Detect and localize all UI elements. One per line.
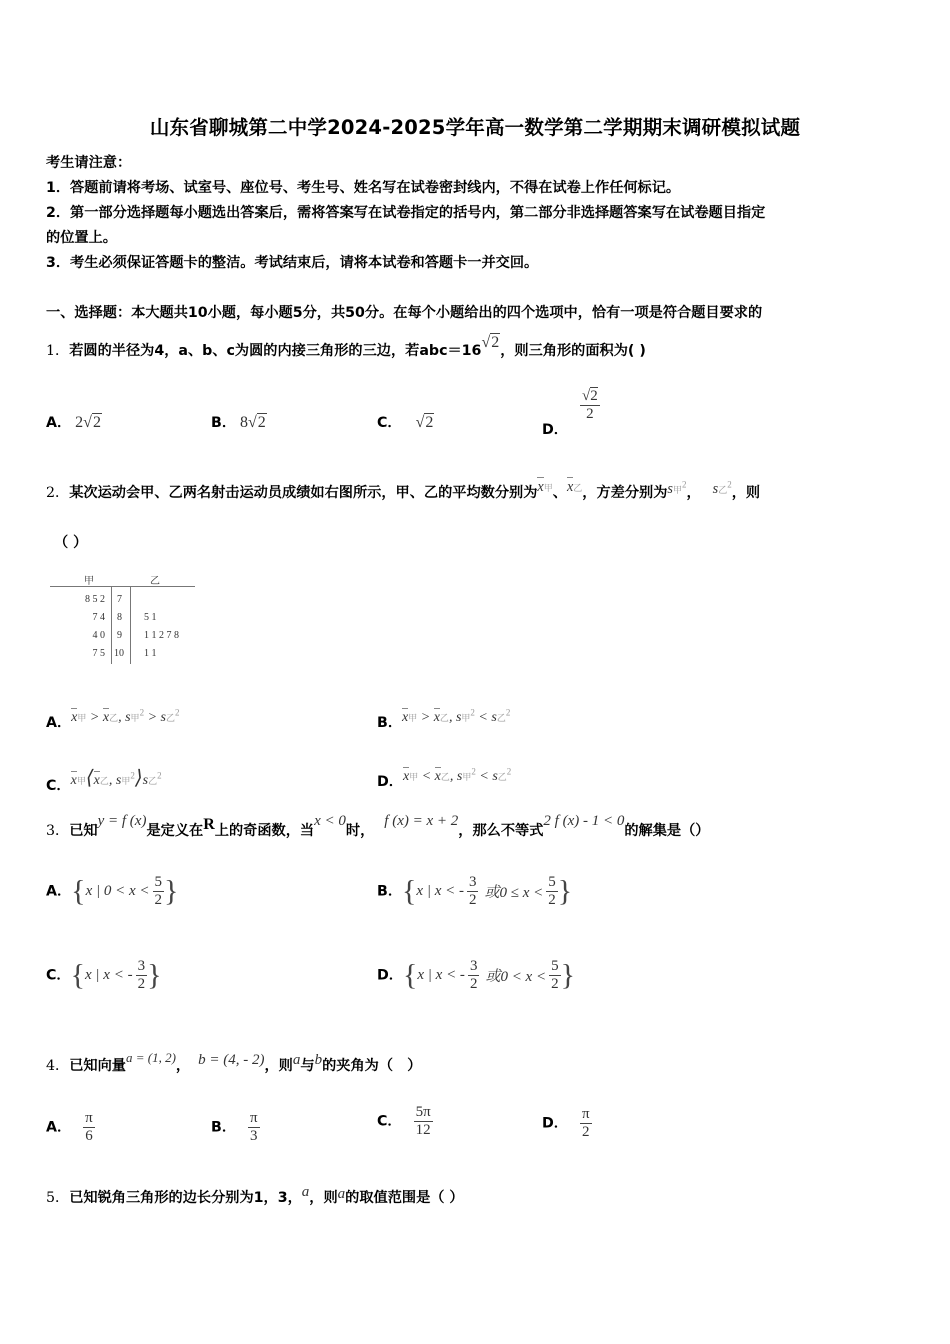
q1-option-c[interactable]: C． √2 [377,414,434,431]
q2-option-d[interactable]: D．x甲 < x乙, s甲$^2$ < s乙$^2$ [377,766,512,790]
sqrt-expr: √2 [481,334,500,351]
q2-option-c[interactable]: C．x甲⟨x乙, s甲$^2$⟩s乙$^2$ [46,767,162,794]
q4-option-c[interactable]: C． $\frac{5\pi}{12}$ [377,1104,431,1138]
question-text: 某次运动会甲、乙两名射击运动员成绩如右图所示，甲、乙的平均数分别为 [69,485,538,501]
header-divider [50,586,195,587]
q1-option-a[interactable]: A． 2√2 [46,414,101,431]
q1-option-b[interactable]: B． 8√2 [211,414,266,431]
question-3: 3．已知y = f (x)是定义在R上的奇函数，当x < 0时，f (x) = x + 2，那么不等式2 f (x) - 1 < 0的解集是（） [46,813,710,839]
stem-1: 7 [117,594,122,605]
question-1 [46,334,646,360]
question-2: 2．某次运动会甲、乙两名射击运动员成绩如右图所示，甲、乙的平均数分别为x甲、x乙，方差分别为s甲$^2$， s乙$^2$，则 [46,479,761,501]
q4-option-a[interactable]: A． $\frac{\pi}{6}$ [46,1110,93,1144]
notice-heading: 考生请注意： [46,155,132,171]
header-right: 乙 [150,576,160,587]
q3-option-a[interactable]: A．{x | 0 < x < $\frac{5}{2}$ } [46,874,179,908]
stem-divider-right [130,586,131,664]
q2-option-a[interactable]: A．x甲 > x乙, s甲$^2$ > s乙$^2$ [46,707,180,731]
q3-option-d[interactable]: D．{x | x < - $\frac{3}{2}$ 或0 < x < $\frac{5}{2}$ } [377,958,575,992]
leaf-right-4: 1 1 [144,648,157,659]
question-text: ，则 [731,485,761,501]
q4-option-b[interactable]: B． $\frac{\pi}{3}$ [211,1110,258,1144]
q3-option-b[interactable]: B．{x | x < - $\frac{3}{2}$ 或0 ≤ x < $\frac{5}{2}$ } [377,874,573,908]
notice-item-2: 2．第一部分选择题每小题选出答案后，需将答案写在试卷指定的括号内，第二部分非选择题答案写在试卷题目指定 [46,205,766,221]
question-text: ，方差分别为 [582,485,668,501]
q4-option-d[interactable]: D． $\frac{\pi}{2}$ [542,1106,590,1140]
question-text: 若圆的半径为4，a、b、c为圆的内接三角形的三边，若abc＝16 [69,343,482,359]
q1-option-d[interactable]: D． $\frac{√2}{2}$ [542,388,598,438]
leaf-right-2: 5 1 [144,612,157,623]
leaf-left-3: 4 0 [92,630,105,641]
notice-item-3: 3．考生必须保证答题卡的整洁。考试结束后，请将本试卷和答题卡一并交回。 [46,255,539,271]
header-left: 甲 [84,576,94,587]
leaf-left-1: 8 5 2 [85,594,105,605]
stem-leaf-plot [50,570,200,665]
question-number: 1． [46,343,70,359]
q2-option-b[interactable]: B．x甲 > x乙, s甲$^2$ < s乙$^2$ [377,707,511,731]
question-number: 5． [46,1190,70,1206]
section-heading: 一、选择题：本大题共10小题，每小题5分，共50分。在每个小题给出的四个选项中，恰有一项是符合题目要求的 [46,305,763,321]
leaf-left-4: 7 5 [92,648,105,659]
q3-option-c[interactable]: C．{x | x < - $\frac{3}{2}$ } [46,958,162,992]
notice-item-1: 1．答题前请将考场、试室号、座位号、考生号、姓名写在试卷密封线内，不得在试卷上作任何标记。 [46,180,681,196]
leaf-left-2: 7 4 [92,612,105,623]
question-number: 3． [46,823,70,839]
stem-4: 10 [114,648,124,659]
question-text: ，则三角形的面积为( ) [500,343,646,359]
question-5: 5．已知锐角三角形的边长分别为1，3，a，则a的取值范围是（ ） [46,1184,464,1206]
leaf-right-3: 1 1 2 7 8 [144,630,179,641]
question-4: 4．已知向量a = (1, 2)， b = (4, - 2)，则a与b的夹角为（ ） [46,1050,422,1074]
stem-3: 9 [117,630,122,641]
stem-2: 8 [117,612,122,623]
question-number: 4． [46,1058,70,1074]
notice-item-2-cont: 的位置上。 [46,230,117,246]
page-title: 山东省聊城第二中学2024-2025学年高一数学第二学期期末调研模拟试题 [149,116,801,139]
q2-answer-paren: （ ） [54,535,88,551]
stem-divider-left [111,586,112,664]
question-number: 2． [46,485,70,501]
